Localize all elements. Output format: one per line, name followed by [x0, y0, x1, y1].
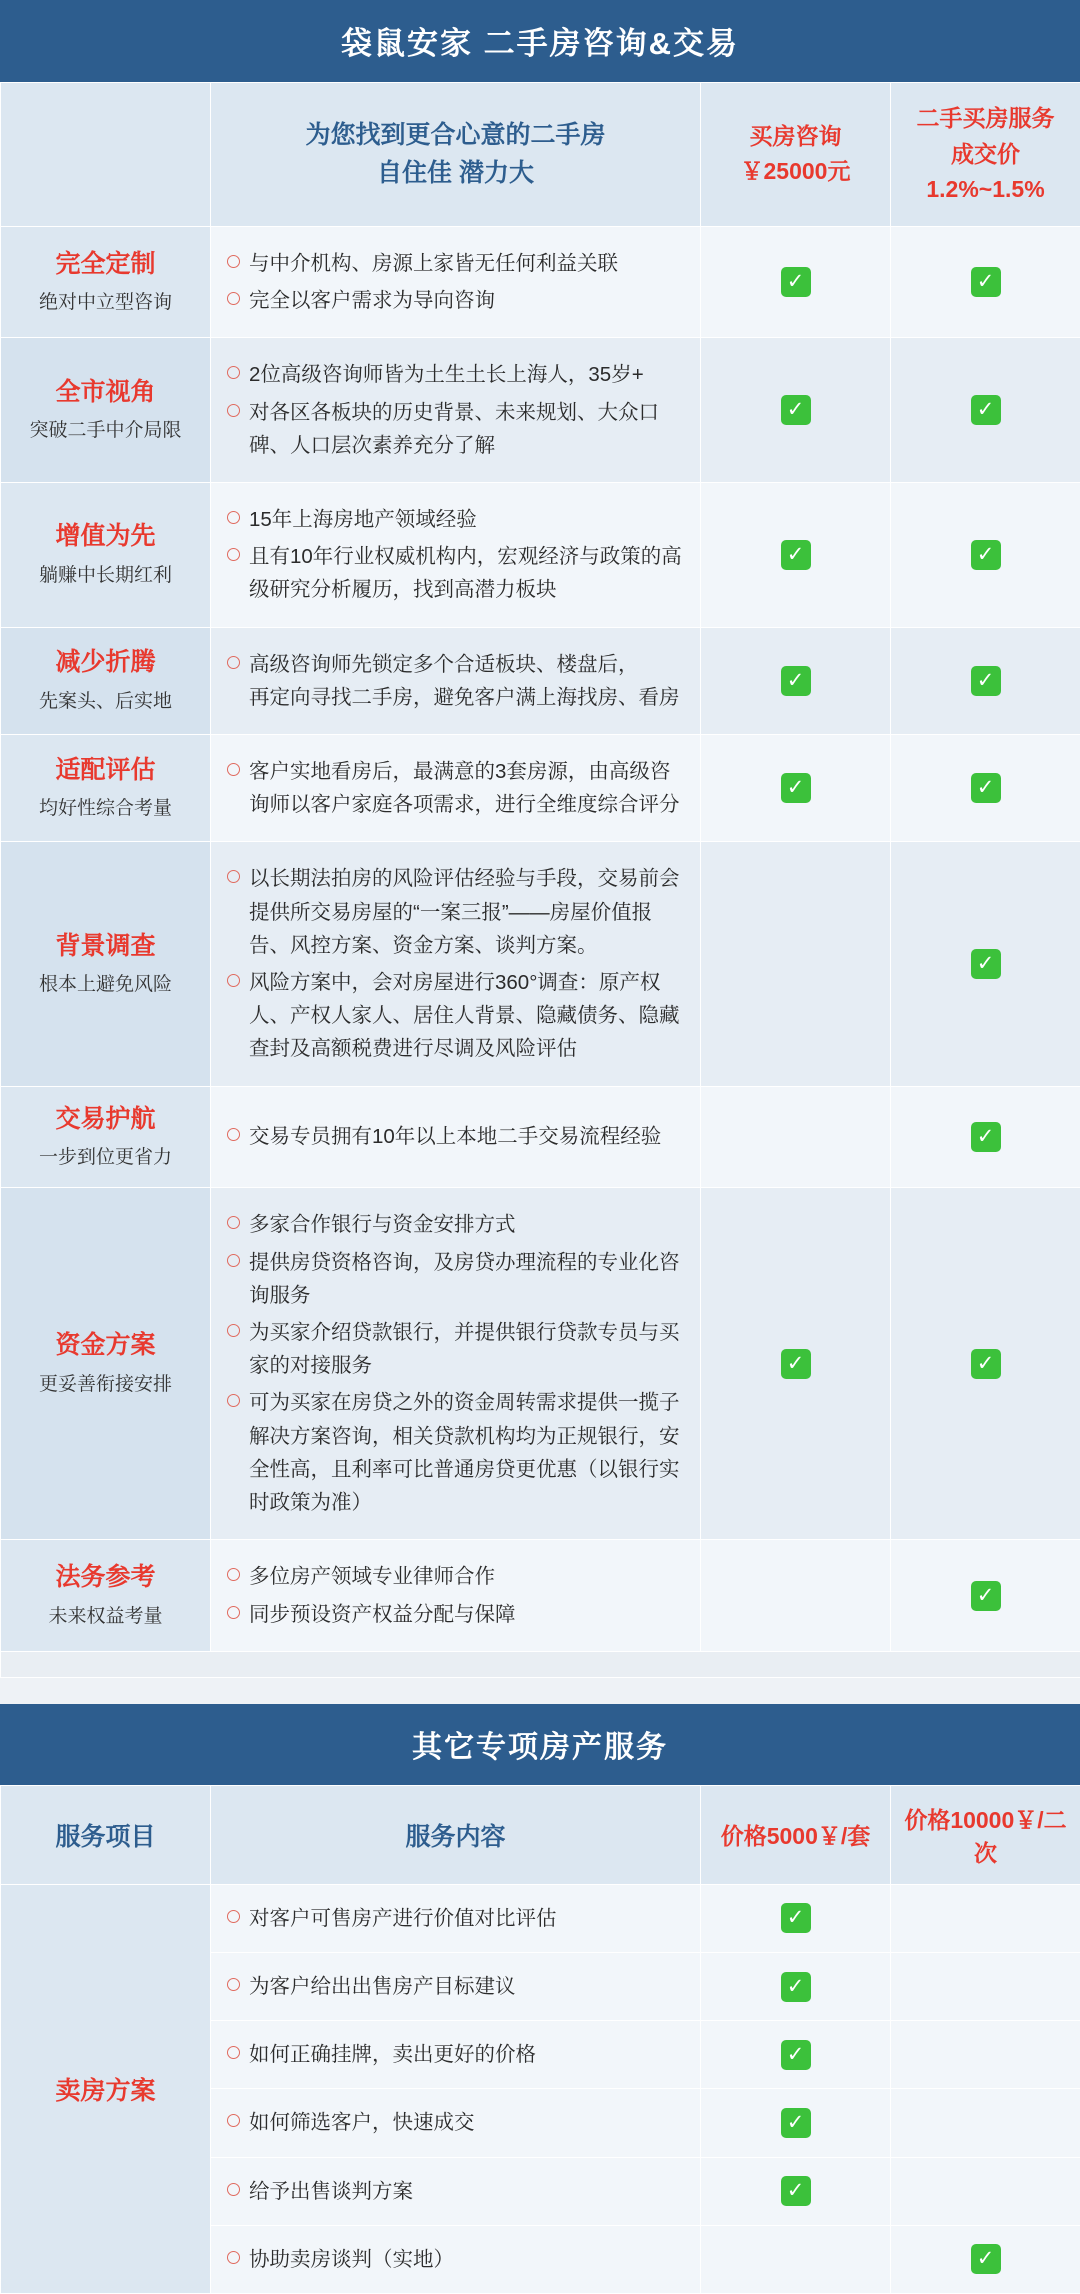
extra-header-col1-label: 服务项目 [55, 1823, 155, 1851]
bullet-item [227, 1560, 686, 1593]
table-bottom-spacer [1, 1651, 1080, 1677]
extra-header-col3 [701, 1785, 891, 1884]
check-icon: ✓ [781, 1349, 811, 1379]
service-check-cell [891, 1188, 1080, 1540]
consult-check-cell [701, 627, 891, 734]
bullet-circle-icon [227, 2046, 240, 2059]
bullet-text: 协助卖房谈判（实地） [249, 2243, 686, 2276]
bullet-item [227, 540, 686, 606]
row-subtitle: 一步到位更省力 [7, 1143, 204, 1173]
bullet-text: 如何正确挂牌，卖出更好的价格 [249, 2038, 686, 2071]
bullet-text: 多位房产领域专业律师合作 [249, 1560, 686, 1593]
extra-table-body [1, 1884, 1080, 2293]
bullet-item [227, 966, 686, 1066]
bullet-text: 2位高级咨询师皆为土生土长上海人，35岁+ [249, 358, 686, 391]
row-content-cell [211, 2225, 701, 2293]
bullet-item [227, 503, 686, 536]
extra-header-col4-label: 价格10000￥/二次 [904, 1807, 1066, 1866]
price-10000-check-cell [891, 2089, 1080, 2157]
consult-check-cell [701, 226, 891, 337]
bullet-text: 与中介机构、房源上家皆无任何利益关联 [249, 247, 686, 280]
row-label-cell [1, 482, 211, 627]
bullet-text: 对各区各板块的历史背景、未来规划、大众口碑、人口层次素养充分了解 [249, 396, 686, 462]
bullet-item [227, 1208, 686, 1241]
header-col4-line1: 二手买房服务 [899, 101, 1072, 137]
row-subtitle: 绝对中立型咨询 [7, 288, 204, 318]
bullet-circle-icon [227, 2114, 240, 2127]
bullet-circle-icon [227, 656, 240, 669]
bullet-circle-icon [227, 404, 240, 417]
row-content-cell [211, 1952, 701, 2020]
check-icon: ✓ [971, 666, 1001, 696]
row-content-cell [211, 226, 701, 337]
table-row [1, 1188, 1080, 1540]
bullet-circle-icon [227, 870, 240, 883]
price-5000-check-cell [701, 2225, 891, 2293]
main-table-body [1, 226, 1080, 1677]
table-row [1, 1086, 1080, 1188]
bullet-circle-icon [227, 1254, 240, 1267]
bullet-text: 同步预设资产权益分配与保障 [249, 1598, 686, 1631]
table-row [1, 482, 1080, 627]
extra-service-table [0, 1785, 1080, 2294]
bullet-item [227, 755, 686, 821]
row-subtitle: 躺赚中长期红利 [7, 561, 204, 591]
row-label-cell [1, 1086, 211, 1188]
bullet-text: 15年上海房地产领域经验 [249, 503, 686, 536]
bullet-circle-icon [227, 1216, 240, 1229]
table-row [1, 627, 1080, 734]
bullet-text: 为客户给出出售房产目标建议 [249, 1970, 686, 2003]
row-content-cell [211, 2157, 701, 2225]
bullet-item [227, 1120, 686, 1153]
row-subtitle: 更妥善衔接安排 [7, 1370, 204, 1400]
price-10000-check-cell [891, 2225, 1080, 2293]
consult-check-cell [701, 1540, 891, 1651]
bullet-item [227, 862, 686, 962]
bullet-circle-icon [227, 1324, 240, 1337]
row-content-cell [211, 338, 701, 483]
table-row [1, 338, 1080, 483]
bullet-text: 可为买家在房贷之外的资金周转需求提供一揽子解决方案咨询，相关贷款机构均为正规银行，安全性高，且利率可比普通房贷更优惠（以银行实时政策为准） [249, 1386, 686, 1519]
table-row [1, 734, 1080, 841]
bullet-circle-icon [227, 2183, 240, 2196]
bullet-circle-icon [227, 1910, 240, 1923]
bullet-text: 给予出售谈判方案 [249, 2175, 686, 2208]
bullet-item [227, 2106, 686, 2139]
row-content-cell [211, 482, 701, 627]
check-icon: ✓ [971, 395, 1001, 425]
table-header-row [1, 83, 1080, 227]
consult-check-cell [701, 734, 891, 841]
bullet-item [227, 247, 686, 280]
bullet-text: 且有10年行业权威机构内，宏观经济与政策的高级研究分析履历，找到高潜力板块 [249, 540, 686, 606]
bullet-item [227, 1902, 686, 1935]
price-5000-check-cell [701, 1884, 891, 1952]
service-check-cell [891, 627, 1080, 734]
service-check-cell [891, 338, 1080, 483]
bullet-item [227, 2038, 686, 2071]
row-content-cell [211, 2021, 701, 2089]
bullet-circle-icon [227, 548, 240, 561]
header-main-line2: 自住佳 潜力大 [219, 154, 692, 193]
check-icon: ✓ [781, 2040, 811, 2070]
bullet-circle-icon [227, 974, 240, 987]
check-icon: ✓ [971, 2244, 1001, 2274]
check-icon: ✓ [971, 1122, 1001, 1152]
row-title: 全市视角 [7, 374, 204, 412]
check-icon: ✓ [781, 2108, 811, 2138]
row-title: 资金方案 [7, 1327, 204, 1365]
row-content-cell [211, 734, 701, 841]
service-check-cell [891, 842, 1080, 1086]
row-label-cell [1, 734, 211, 841]
bullet-item [227, 284, 686, 317]
check-icon: ✓ [971, 949, 1001, 979]
extra-header-col3-label: 价格5000￥/套 [721, 1823, 871, 1849]
price-5000-check-cell [701, 2157, 891, 2225]
bullet-text: 高级咨询师先锁定多个合适板块、楼盘后， 再定向寻找二手房，避免客户满上海找房、看房 [249, 648, 686, 714]
price-10000-check-cell [891, 2021, 1080, 2089]
bullet-text: 如何筛选客户，快速成交 [249, 2106, 686, 2139]
row-title: 完全定制 [7, 246, 204, 284]
bullet-text: 完全以客户需求为导向咨询 [249, 284, 686, 317]
bullet-item [227, 358, 686, 391]
row-title: 适配评估 [7, 752, 204, 790]
row-content-cell [211, 1188, 701, 1540]
consult-check-cell [701, 338, 891, 483]
bullet-circle-icon [227, 2251, 240, 2264]
row-content-cell [211, 2089, 701, 2157]
price-5000-check-cell [701, 2089, 891, 2157]
check-icon: ✓ [781, 1903, 811, 1933]
row-label-cell [1, 1188, 211, 1540]
price-10000-check-cell [891, 1952, 1080, 2020]
check-icon: ✓ [781, 540, 811, 570]
row-label-cell [1, 842, 211, 1086]
check-icon: ✓ [781, 267, 811, 297]
check-icon: ✓ [781, 773, 811, 803]
bullet-text: 提供房贷资格咨询，及房贷办理流程的专业化咨询服务 [249, 1246, 686, 1312]
bullet-item [227, 1598, 686, 1631]
consult-check-cell [701, 1086, 891, 1188]
extra-header-row [1, 1785, 1080, 1884]
row-title: 法务参考 [7, 1559, 204, 1597]
row-title: 增值为先 [7, 518, 204, 556]
bullet-text: 以长期法拍房的风险评估经验与手段，交易前会提供所交易房屋的“一案三报”——房屋价值报告、风控方案、资金方案、谈判方案。 [249, 862, 686, 962]
bullet-text: 客户实地看房后，最满意的3套房源，由高级咨询师以客户家庭各项需求，进行全维度综合评分 [249, 755, 686, 821]
section-gap [0, 1678, 1080, 1704]
header-blank-cell [1, 83, 211, 227]
header-col4-line2: 成交价1.2%~1.5% [899, 137, 1072, 208]
bullet-circle-icon [227, 1394, 240, 1407]
bullet-item [227, 1970, 686, 2003]
check-icon: ✓ [781, 1972, 811, 2002]
header-col3-line1: 买房咨询 [709, 119, 882, 155]
price-5000-check-cell [701, 1952, 891, 2020]
extra-header-col2-label: 服务内容 [405, 1823, 505, 1851]
bullet-circle-icon [227, 1606, 240, 1619]
row-title: 减少折腾 [7, 644, 204, 682]
main-banner-title: 袋鼠安家 二手房咨询&交易 [0, 0, 1080, 82]
main-service-table [0, 82, 1080, 1678]
row-content-cell [211, 1086, 701, 1188]
row-subtitle: 突破二手中介局限 [7, 416, 204, 446]
service-card-extra [0, 1704, 1080, 2294]
bullet-circle-icon [227, 1568, 240, 1581]
row-label-cell [1, 338, 211, 483]
bullet-item [227, 1316, 686, 1382]
check-icon: ✓ [971, 267, 1001, 297]
row-label-cell [1, 1540, 211, 1651]
row-label-cell [1, 627, 211, 734]
extra-header-col2 [211, 1785, 701, 1884]
bullet-circle-icon [227, 511, 240, 524]
bullet-circle-icon [227, 255, 240, 268]
row-label-cell [1, 226, 211, 337]
table-row [1, 1884, 1080, 1952]
bullet-item [227, 1386, 686, 1519]
table-row [1, 842, 1080, 1086]
row-content-cell [211, 1540, 701, 1651]
extra-header-col4 [891, 1785, 1080, 1884]
service-check-cell [891, 226, 1080, 337]
consult-check-cell [701, 842, 891, 1086]
check-icon: ✓ [971, 1581, 1001, 1611]
bullet-text: 风险方案中，会对房屋进行360°调查：原产权人、产权人家人、居住人背景、隐藏债务、隐藏查封及高额税费进行尽调及风险评估 [249, 966, 686, 1066]
header-main-line1: 为您找到更合心意的二手房 [219, 116, 692, 155]
row-subtitle: 根本上避免风险 [7, 970, 204, 1000]
bullet-item [227, 648, 686, 714]
bullet-circle-icon [227, 292, 240, 305]
row-content-cell [211, 627, 701, 734]
bullet-text: 交易专员拥有10年以上本地二手交易流程经验 [249, 1120, 686, 1153]
row-title: 交易护航 [7, 1101, 204, 1139]
table-row [1, 1540, 1080, 1651]
extra-banner-title: 其它专项房产服务 [0, 1704, 1080, 1785]
consult-check-cell [701, 1188, 891, 1540]
check-icon: ✓ [971, 1349, 1001, 1379]
row-subtitle: 未来权益考量 [7, 1602, 204, 1632]
table-row [1, 226, 1080, 337]
price-10000-check-cell [891, 2157, 1080, 2225]
header-main-cell [211, 83, 701, 227]
group-label-cell: 卖房方案 [1, 1884, 211, 2293]
bullet-text: 为买家介绍贷款银行，并提供银行贷款专员与买家的对接服务 [249, 1316, 686, 1382]
price-5000-check-cell [701, 2021, 891, 2089]
row-title: 背景调查 [7, 928, 204, 966]
header-col3-line2: ￥25000元 [709, 154, 882, 190]
bullet-circle-icon [227, 1128, 240, 1141]
check-icon: ✓ [781, 2176, 811, 2206]
service-check-cell [891, 734, 1080, 841]
check-icon: ✓ [971, 773, 1001, 803]
check-icon: ✓ [781, 666, 811, 696]
bullet-item [227, 2175, 686, 2208]
row-subtitle: 均好性综合考量 [7, 794, 204, 824]
bullet-circle-icon [227, 1978, 240, 1991]
row-subtitle: 先案头、后实地 [7, 687, 204, 717]
header-price-consult [701, 83, 891, 227]
bullet-item [227, 1246, 686, 1312]
bullet-text: 对客户可售房产进行价值对比评估 [249, 1902, 686, 1935]
service-check-cell [891, 1086, 1080, 1188]
service-check-cell [891, 482, 1080, 627]
consult-check-cell [701, 482, 891, 627]
header-price-service [891, 83, 1080, 227]
bullet-text: 多家合作银行与资金安排方式 [249, 1208, 686, 1241]
row-content-cell [211, 1884, 701, 1952]
row-content-cell [211, 842, 701, 1086]
bullet-item [227, 2243, 686, 2276]
bullet-item [227, 396, 686, 462]
bullet-circle-icon [227, 763, 240, 776]
service-check-cell [891, 1540, 1080, 1651]
check-icon: ✓ [971, 540, 1001, 570]
price-10000-check-cell [891, 1884, 1080, 1952]
bullet-circle-icon [227, 366, 240, 379]
extra-header-col1 [1, 1785, 211, 1884]
check-icon: ✓ [781, 395, 811, 425]
